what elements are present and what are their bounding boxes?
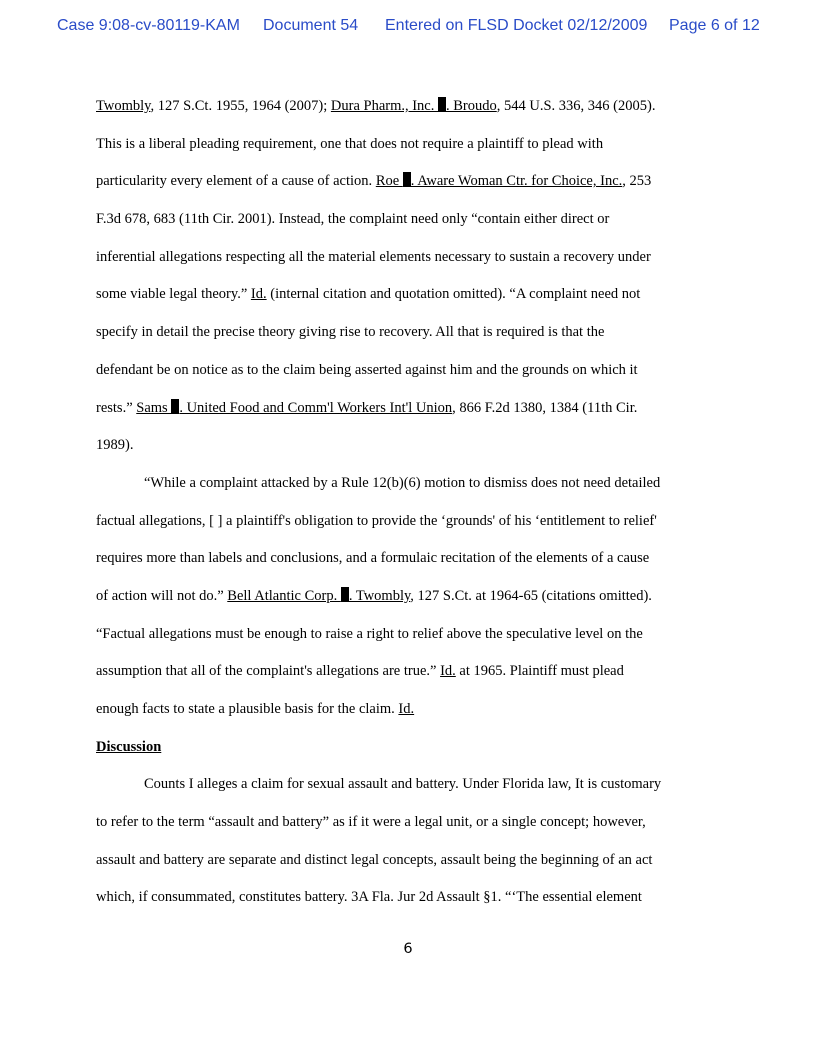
text-line: 1989).: [96, 437, 134, 454]
text-line: This is a liberal pleading requirement, one that does not require a plaintiff to plead with: [96, 135, 604, 152]
page-number: 6: [403, 941, 413, 957]
text-line: inferential allegations respecting all the material elements necessary to sustain a recovery under: [96, 248, 651, 265]
text-line: of action will not do.” Bell Atlantic Corp. . Twombly, 127 S.Ct. at 1964-65 (citations omitted).: [96, 587, 652, 604]
redaction-mark: [403, 172, 411, 187]
text-line: to refer to the term “assault and battery” as if it were a legal unit, or a single concept; however,: [96, 814, 646, 831]
text-line: “While a complaint attacked by a Rule 12(b)(6) motion to dismiss does not need detailed: [144, 474, 661, 491]
text-line: assault and battery are separate and distinct legal concepts, assault being the beginning of an act: [96, 851, 653, 868]
redaction-mark: [341, 587, 349, 602]
text-line: some viable legal theory.” Id. (internal citation and quotation omitted). “A complaint need not: [96, 286, 641, 303]
case-number: Case 9:08-cv-80119-KAM: [57, 17, 240, 34]
redaction-mark: [438, 97, 446, 112]
id-citation: Id.: [440, 663, 456, 680]
page-count: Page 6 of 12: [669, 17, 760, 34]
case-citation: Bell Atlantic Corp. . Twombly: [227, 587, 411, 604]
document-number: Document 54: [263, 17, 359, 34]
case-citation: Dura Pharm., Inc. . Broudo: [330, 98, 497, 114]
text-line: which, if consummated, constitutes battery. 3A Fla. Jur 2d Assault §1. “‘The essential element: [96, 889, 642, 906]
section-heading: Discussion: [96, 738, 162, 755]
docket-entry-date: Entered on FLSD Docket 02/12/2009: [385, 17, 648, 34]
text-line: factual allegations, [ ] a plaintiff's obligation to provide the ‘grounds' of his ‘entitlement to relief': [96, 512, 657, 529]
text-line: particularity every element of a cause of action. Roe . Aware Woman Ctr. for Choice, Inc., 253: [96, 173, 652, 190]
id-citation: Id.: [398, 701, 415, 717]
body-text: [96, 88, 726, 917]
text-line: F.3d 678, 683 (11th Cir. 2001). Instead, the complaint need only “contain either direct or: [96, 211, 610, 228]
text-line: rests.” Sams . United Food and Comm'l Workers Int'l Union, 866 F.2d 1380, 1384 (11th Cir.: [96, 399, 638, 416]
text-line: Counts I alleges a claim for sexual assault and battery. Under Florida law, It is customary: [144, 776, 662, 793]
text-line: enough facts to state a plausible basis for the claim. Id.: [96, 701, 415, 717]
case-citation: Sams . United Food and Comm'l Workers Int'l Union: [136, 399, 453, 416]
id-citation: Id.: [250, 286, 267, 303]
text-line: defendant be on notice as to the claim being asserted against him and the grounds on which it: [96, 361, 638, 378]
text-line: requires more than labels and conclusions, and a formulaic recitation of the elements of a cause: [96, 550, 650, 567]
text-line: specify in detail the precise theory giving rise to recovery. All that is required is that the: [96, 324, 605, 341]
case-citation: Twombly: [96, 98, 151, 114]
text-line: Twombly, 127 S.Ct. 1955, 1964 (2007); Dura Pharm., Inc. . Broudo, 544 U.S. 336, 346 (2005).: [96, 98, 656, 114]
text-line: assumption that all of the complaint's allegations are true.” Id. at 1965. Plaintiff must plead: [96, 663, 624, 680]
text-line: “Factual allegations must be enough to raise a right to relief above the speculative level on the: [96, 625, 643, 642]
case-citation: Roe . Aware Woman Ctr. for Choice, Inc.: [375, 173, 623, 190]
